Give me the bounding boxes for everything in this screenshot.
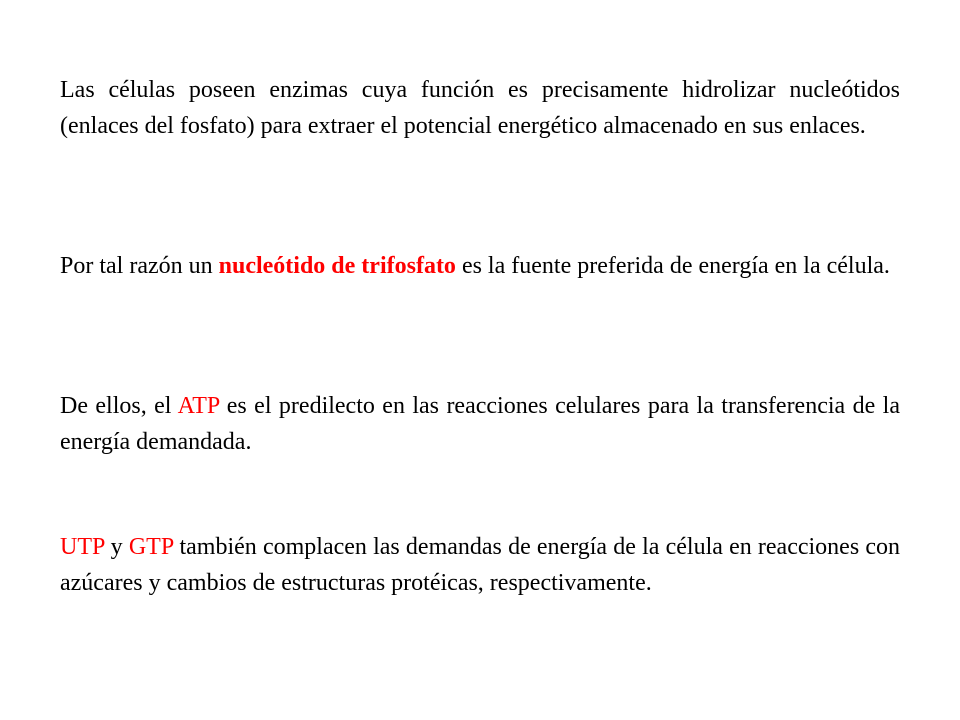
- paragraph-trifosfato: [60, 248, 900, 284]
- paragraph-atp-before: De ellos, el: [60, 393, 178, 419]
- paragraph-atp-after: es el predilecto en las reacciones celulares para la transferencia de la energía demandada.: [60, 393, 900, 455]
- paragraph-atp: [60, 388, 900, 460]
- paragraph-trifosfato-before: Por tal razón un: [60, 253, 219, 279]
- paragraph-utp-gtp-after: también complacen las demandas de energía de la célula en reacciones con azúcares y cambios de estructuras protéicas, respectivamente.: [60, 534, 901, 596]
- paragraph-utp-gtp-middle: y: [104, 534, 129, 560]
- paragraph-enzymes: [60, 72, 900, 144]
- highlight-nucleotido-trifosfato: nucleótido de trifosfato: [218, 253, 456, 279]
- paragraph-trifosfato-after: es la fuente preferida de energía en la célula.: [455, 253, 890, 279]
- paragraph-enzymes-text: Las células poseen enzimas cuya función es precisamente hidrolizar nucleótidos (enlaces del fosfato) para extraer el potencial energético almacenado en sus enlaces.: [60, 77, 900, 139]
- highlight-utp: UTP: [60, 534, 105, 560]
- slide-content: [60, 0, 900, 720]
- paragraph-utp-gtp: [60, 529, 900, 601]
- highlight-gtp: GTP: [128, 534, 174, 560]
- highlight-atp: ATP: [177, 393, 220, 419]
